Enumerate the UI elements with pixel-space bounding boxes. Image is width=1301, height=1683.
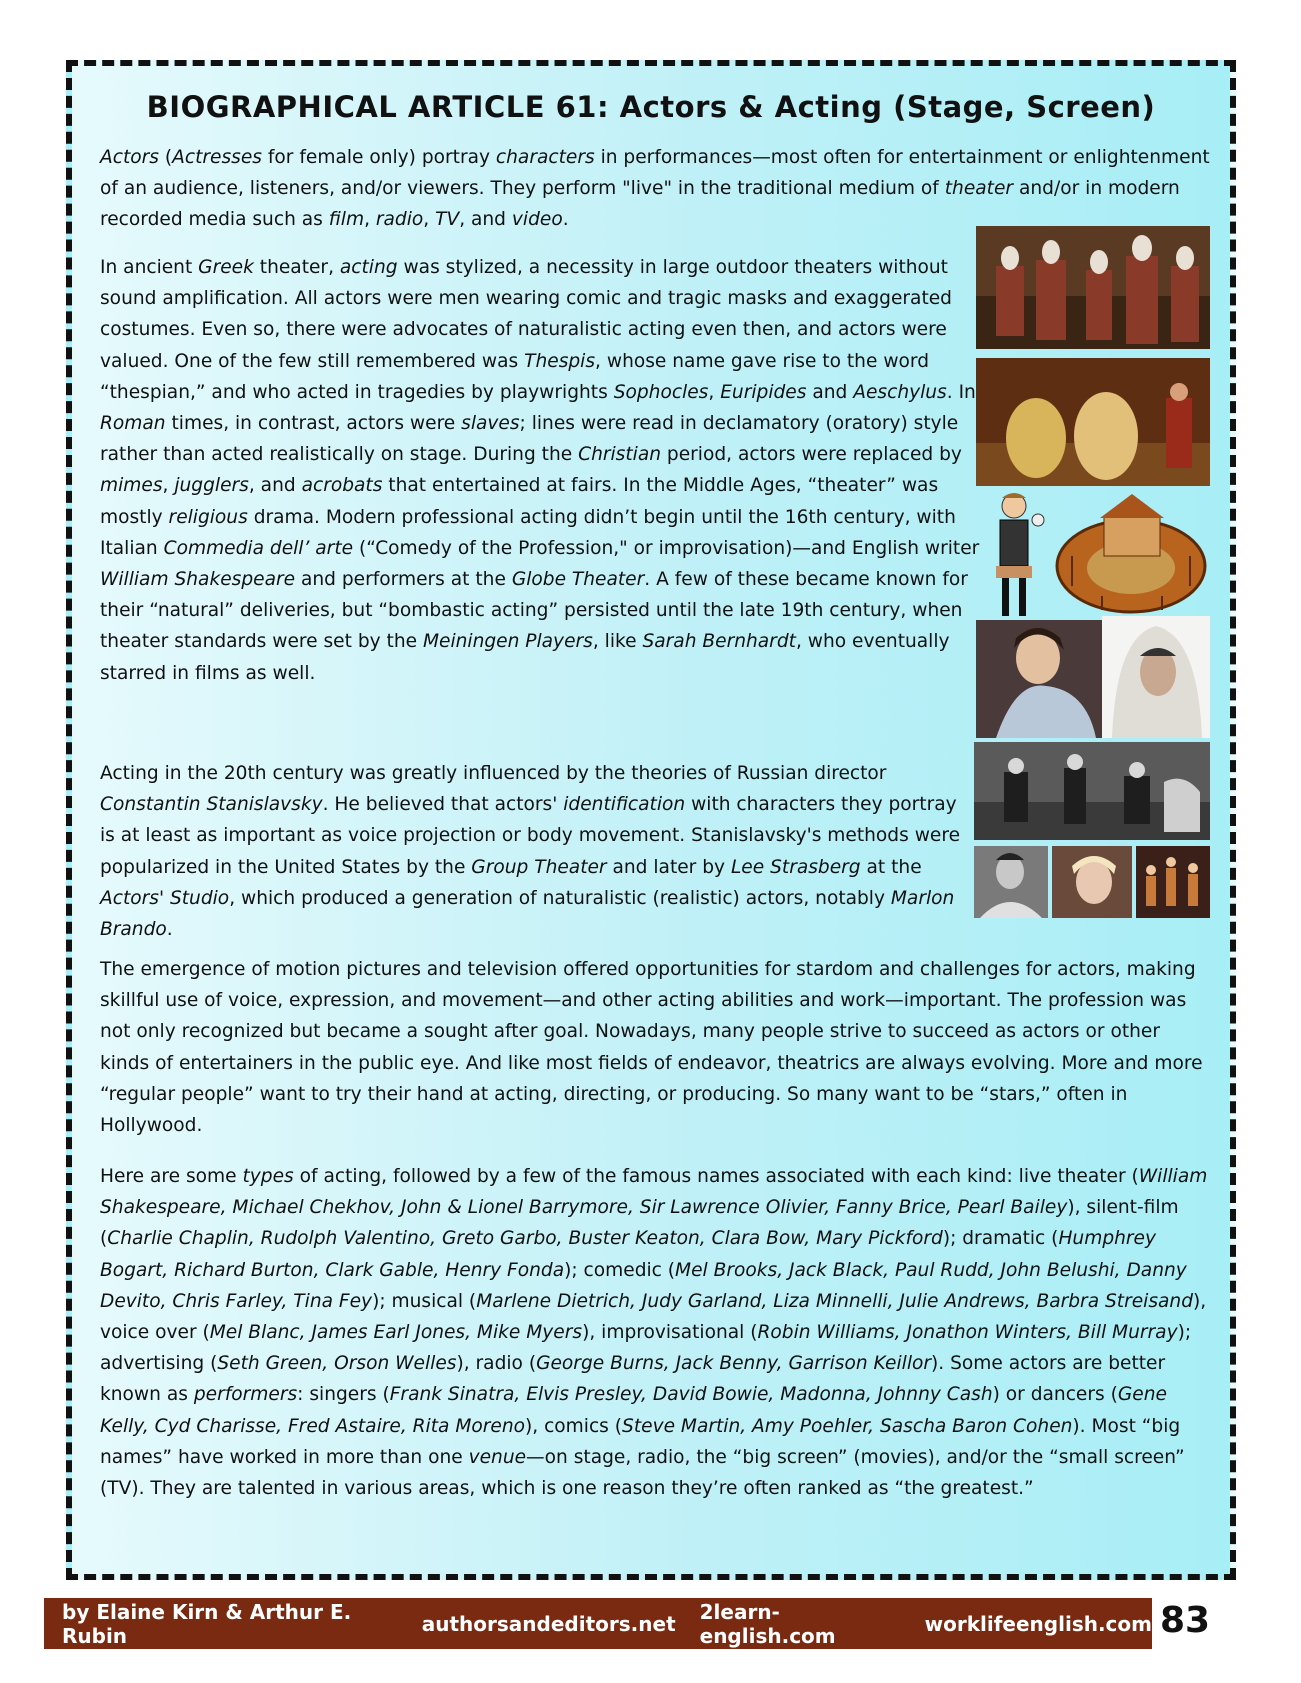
paragraph-20th-century: Acting in the 20th century was greatly influenced by the theories of Russian director Constantin Stanislavsky. He believed that actors' identification with characters they portray is at least as important as voice projection or body movement. Stanislavsky's methods were popularized in the United States by the Group Theater and later by Lee Strasberg at the Actors' Studio, which produced a generation of naturalistic (realistic) actors, notably Marlon Brando. (100, 763, 961, 941)
marlon-brando-photo (974, 846, 1048, 918)
commedia-painting (976, 358, 1210, 486)
page-footer (44, 1598, 1152, 1649)
moscow-art-theater-photo (974, 742, 1210, 840)
bernhardt-painting (976, 620, 1106, 738)
article-title: BIOGRAPHICAL ARTICLE 61: Actors & Acting (Stage, Screen) (146, 90, 1156, 124)
paragraph-history: In ancient Greek theater, acting was stylized, a necessity in large outdoor theaters without sound amplification. All actors were men wearing comic and tragic masks and exaggerated costumes. Even so, there were advocates of naturalistic acting even then, and actors were valued. One of the few still remembered was Thespis, whose name gave rise to the word “thespian,” and who acted in tragedies by playwrights Sophocles, Euripides and Aeschylus. In Roman times, in contrast, actors were slaves; lines were read in declamatory (oratory) style rather than acted realistically on stage. During the Christian period, actors were replaced by mimes, jugglers, and acrobats that entertained at fairs. In the Middle Ages, “theater” was mostly religious drama. Modern professional acting didn’t begin until the 16th century, with Italian Commedia dell’ arte (“Comedy of the Profession," or improvisation)—and English writer William Shakespeare and performers at the Globe Theater. A few of these became known for their “natural” deliveries, but “bombastic acting” persisted until the late 19th century, when theater standards were set by the Meiningen Players, like Sarah Bernhardt, who eventually starred in films as well. (100, 257, 980, 684)
paragraph-intro: Actors (Actresses for female only) portray characters in performances—most often for entertainment or enlightenment of an audience, listeners, and/or viewers. They perform "live" in the traditional medium of theater and/or in modern recorded media such as film, radio, TV, and video. (100, 147, 1210, 231)
footer-site-worklifeenglish[interactable]: worklifeenglish.com (924, 1611, 1152, 1636)
article-frame (66, 60, 1236, 1580)
greek-masks-photo (976, 226, 1210, 349)
footer-authors: by Elaine Kirn & Arthur E. Rubin (62, 1599, 352, 1648)
globe-theater-model (1052, 486, 1210, 616)
page-number: 83 (1160, 1600, 1211, 1641)
paragraph-motion-pictures: The emergence of motion pictures and television offered opportunities for stardom and challenges for actors, making skillful use of voice, expression, and movement—and other acting abilities and work—important. The profession was not only recognized but became a sought after goal. Nowadays, many people strive to succeed as actors or other kinds of entertainers in the public eye. And like most fields of endeavor, theatrics are always evolving. More and more “regular people” want to try their hand at acting, directing, or producing. So many want to be “stars,” often in Hollywood. (100, 959, 1203, 1137)
paragraph-types-of-acting: Here are some types of acting, followed by a few of the famous names associated with each kind: live theater (William Shakespeare, Michael Chekhov, John & Lionel Barrymore, Sir Lawrence Olivier, Fanny Brice, Pearl Bailey), silent-film (Charlie Chaplin, Rudolph Valentino, Greto Garbo, Buster Keaton, Clara Bow, Mary Pickford); dramatic (Humphrey Bogart, Richard Burton, Clark Gable, Henry Fonda); comedic (Mel Brooks, Jack Black, Paul Rudd, John Belushi, Danny Devito, Chris Farley, Tina Fey); musical (Marlene Dietrich, Judy Garland, Liza Minnelli, Julie Andrews, Barbra Streisand), voice over (Mel Blanc, James Earl Jones, Mike Myers), improvisational (Robin Williams, Jonathon Winters, Bill Murray); advertising (Seth Green, Orson Welles), radio (George Burns, Jack Benny, Garrison Keillor). Some actors are better known as performers: singers (Frank Sinatra, Elvis Presley, David Bowie, Madonna, Johnny Cash) or dancers (Gene Kelly, Cyd Charisse, Fred Astaire, Rita Moreno), comics (Steve Martin, Amy Poehler, Sascha Baron Cohen). Most “big names” have worked in more than one venue—on stage, radio, the “big screen” (movies), and/or the “small screen” (TV). They are talented in various areas, which is one reason they’re often ranked as “the greatest.” (100, 1166, 1208, 1500)
actress-portrait-photo (1052, 846, 1132, 918)
veiled-actress-photo (1102, 616, 1210, 738)
footer-site-2learn-english[interactable]: 2learn-english.com (699, 1599, 836, 1648)
shakespeare-illustration (976, 490, 1052, 620)
footer-site-authorsandeditors[interactable]: authorsandeditors.net (421, 1611, 676, 1636)
stage-production-photo (1136, 846, 1210, 918)
